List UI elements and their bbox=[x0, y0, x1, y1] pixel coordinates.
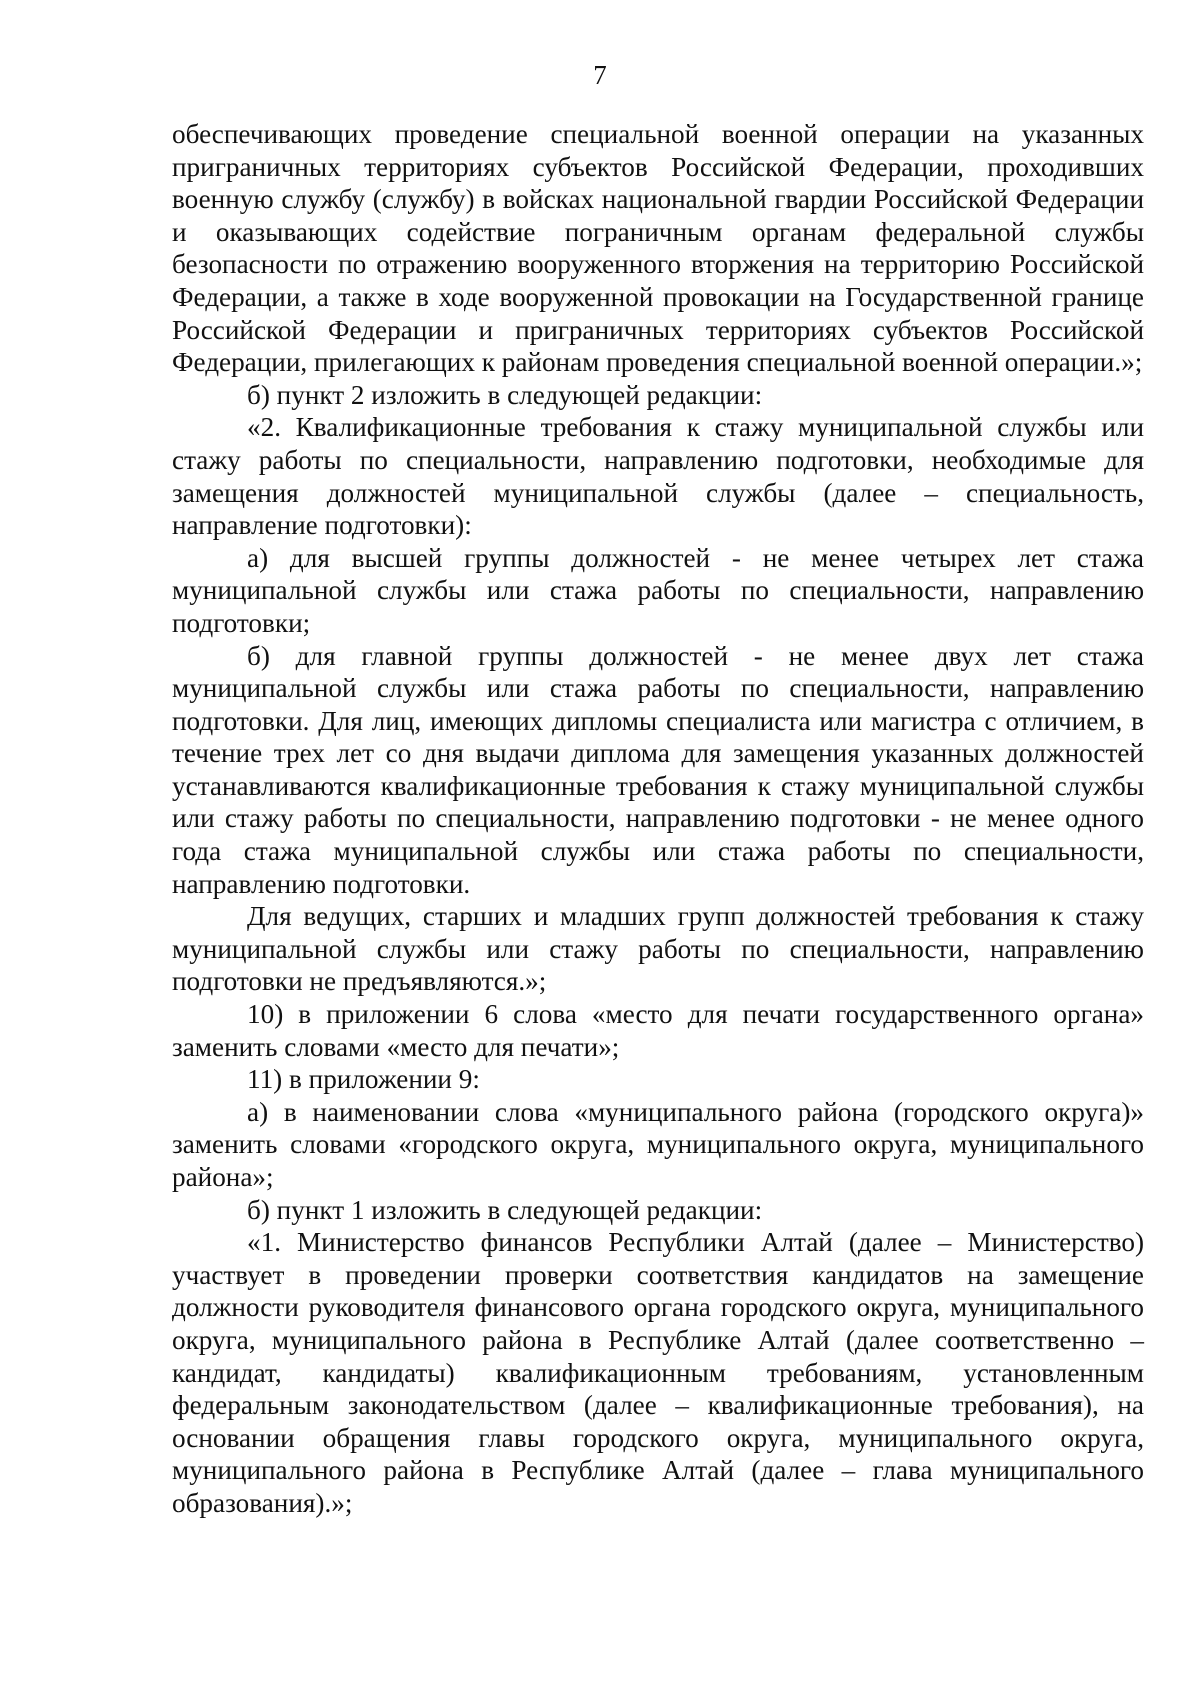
paragraph: Для ведущих, старших и младших групп должностей требования к стажу муниципальной службы или стажу работы по специальности, направлению подготовки не предъявляются.»; bbox=[172, 901, 1144, 997]
document-body bbox=[172, 118, 1144, 1520]
paragraph: а) в наименовании слова «муниципального района (городского округа)» заменить словами «городского округа, муниципального округа, муниципального района»; bbox=[172, 1096, 1144, 1192]
paragraph: б) пункт 1 изложить в следующей редакции: bbox=[247, 1194, 763, 1225]
page-number: 7 bbox=[593, 60, 607, 90]
paragraph: 10) в приложении 6 слова «место для печати государственного органа» заменить словами «место для печати»; bbox=[172, 999, 1144, 1062]
paragraph: «1. Министерство финансов Республики Алтай (далее – Министерство) участвует в проведении проверки соответствия кандидатов на замещение должности руководителя финансового органа городского округа, муниципального округа, муниципального района в Республике Алтай (далее соответственно – кандидат, кандидаты) квалификационным требованиям, установленным федеральным законодательством (далее – квалификационные требования), на основании обращения главы городского округа, муниципального округа, муниципального района в Республике Алтай (далее – глава муниципального образования).»; bbox=[172, 1227, 1144, 1518]
paragraph: «2. Квалификационные требования к стажу муниципальной службы или стажу работы по специальности, направлению подготовки, необходимые для замещения должностей муниципальной службы (далее – специальность, направление подготовки): bbox=[172, 412, 1144, 541]
paragraph: а) для высшей группы должностей - не менее четырех лет стажа муниципальной службы или стажа работы по специальности, направлению подготовки; bbox=[172, 542, 1144, 638]
paragraph: б) пункт 2 изложить в следующей редакции: bbox=[247, 379, 763, 410]
paragraph: обеспечивающих проведение специальной военной операции на указанных приграничных территориях субъектов Российской Федерации, проходивших военную службу (службу) в войсках национальной гвардии Российской Федерации и оказывающих содействие пограничным органам федеральной службы безопасности по отражению вооруженного вторжения на территорию Российской Федерации, а также в ходе вооруженной провокации на Государственной границе Российской Федерации и приграничных территориях субъектов Российской Федерации, прилегающих к районам проведения специальной военной операции.»; bbox=[172, 119, 1144, 378]
paragraph: 11) в приложении 9: bbox=[247, 1064, 480, 1095]
paragraph: б) для главной группы должностей - не менее двух лет стажа муниципальной службы или стажа работы по специальности, направлению подготовки. Для лиц, имеющих дипломы специалиста или магистра с отличием, в течение трех лет со дня выдачи диплома для замещения указанных должностей устанавливаются квалификационные требования к стажу муниципальной службы или стажу работы по специальности, направлению подготовки - не менее одного года стажа муниципальной службы или стажа работы по специальности, направлению подготовки. bbox=[172, 640, 1144, 899]
